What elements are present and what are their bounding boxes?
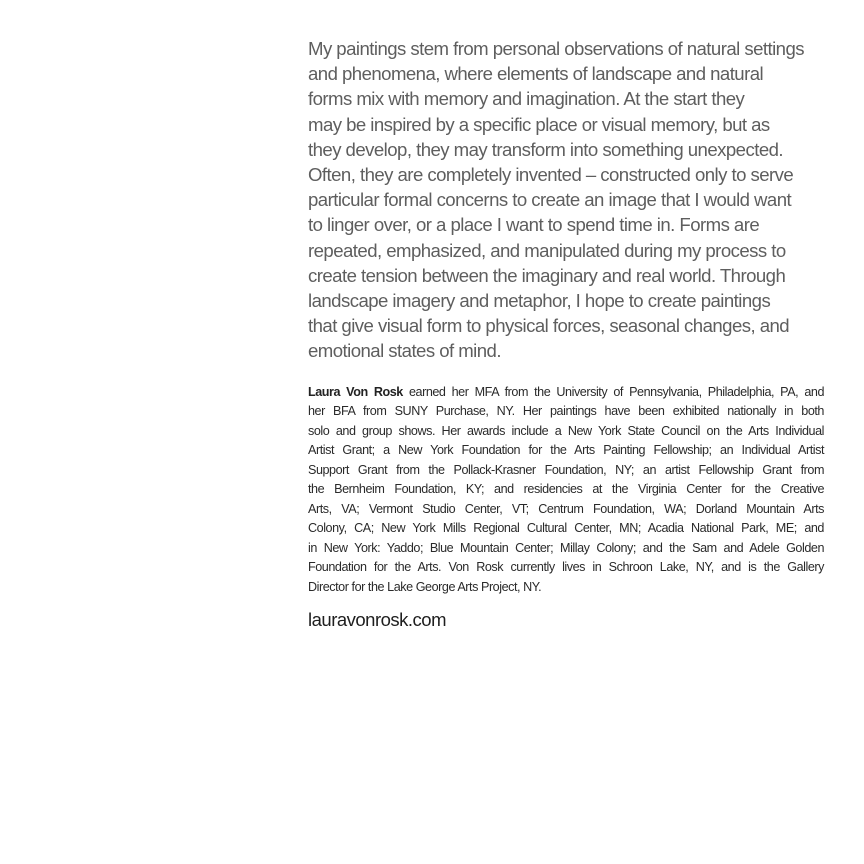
statement-line: My paintings stem from personal observations of natural settings	[308, 38, 805, 59]
bio-line	[308, 383, 824, 403]
statement-line: and phenomena, where elements of landscape and natural	[308, 63, 764, 85]
statement-line: forms mix with memory and imagination. At the start they	[308, 88, 745, 110]
artist-statement	[308, 36, 824, 364]
bio-line: Director for the Lake George Arts Project, NY.	[308, 579, 542, 594]
bio-line: the Bernheim Foundation, KY; and residencies at the Virginia Center for the Creative	[308, 482, 824, 497]
statement-line: particular formal concerns to create an image that I would want	[308, 189, 792, 211]
statement-line: emotional states of mind.	[308, 340, 501, 362]
statement-line: repeated, emphasized, and manipulated during my process to	[308, 239, 786, 261]
statement-line: may be inspired by a specific place or visual memory, but as	[308, 113, 770, 135]
statement-line: to linger over, or a place I want to spend time in. Forms are	[308, 214, 760, 236]
statement-line: that give visual form to physical forces, seasonal changes, and	[308, 315, 790, 337]
statement-line: Often, they are completely invented – constructed only to serve	[308, 164, 794, 186]
bio-line: Support Grant from the Pollack-Krasner Foundation, NY; an artist Fellowship Grant from	[308, 462, 824, 477]
bio-line: Colony, CA; New York Mills Regional Cultural Center, MN; Acadia National Park, ME; and	[308, 521, 824, 536]
bio-line: in New York: Yaddo; Blue Mountain Center; Millay Colony; and the Sam and Adele Golden	[308, 540, 824, 555]
page-content	[308, 36, 824, 631]
website-link[interactable]: lauravonrosk.com	[308, 609, 447, 631]
statement-line: create tension between the imaginary and real world. Through	[308, 264, 786, 286]
artist-bio	[308, 383, 824, 598]
bio-line: Arts, VA; Vermont Studio Center, VT; Centrum Foundation, WA; Dorland Mountain Arts	[308, 501, 824, 516]
statement-line: landscape imagery and metaphor, I hope to create paintings	[308, 290, 771, 312]
statement-line: they develop, they may transform into something unexpected.	[308, 138, 784, 160]
artist-name: Laura Von Rosk	[308, 384, 403, 399]
bio-line: Foundation for the Arts. Von Rosk currently lives in Schroon Lake, NY, and is the Gallery	[308, 560, 824, 575]
bio-line: solo and group shows. Her awards include a New York State Council on the Arts Individual	[308, 423, 824, 438]
bio-line: Artist Grant; a New York Foundation for the Arts Painting Fellowship; an Individual Artist	[308, 443, 824, 458]
bio-line: her BFA from SUNY Purchase, NY. Her paintings have been exhibited nationally in both	[308, 404, 824, 419]
bio-text: earned her MFA from the University of Pennsylvania, Philadelphia, PA, and	[402, 384, 825, 399]
